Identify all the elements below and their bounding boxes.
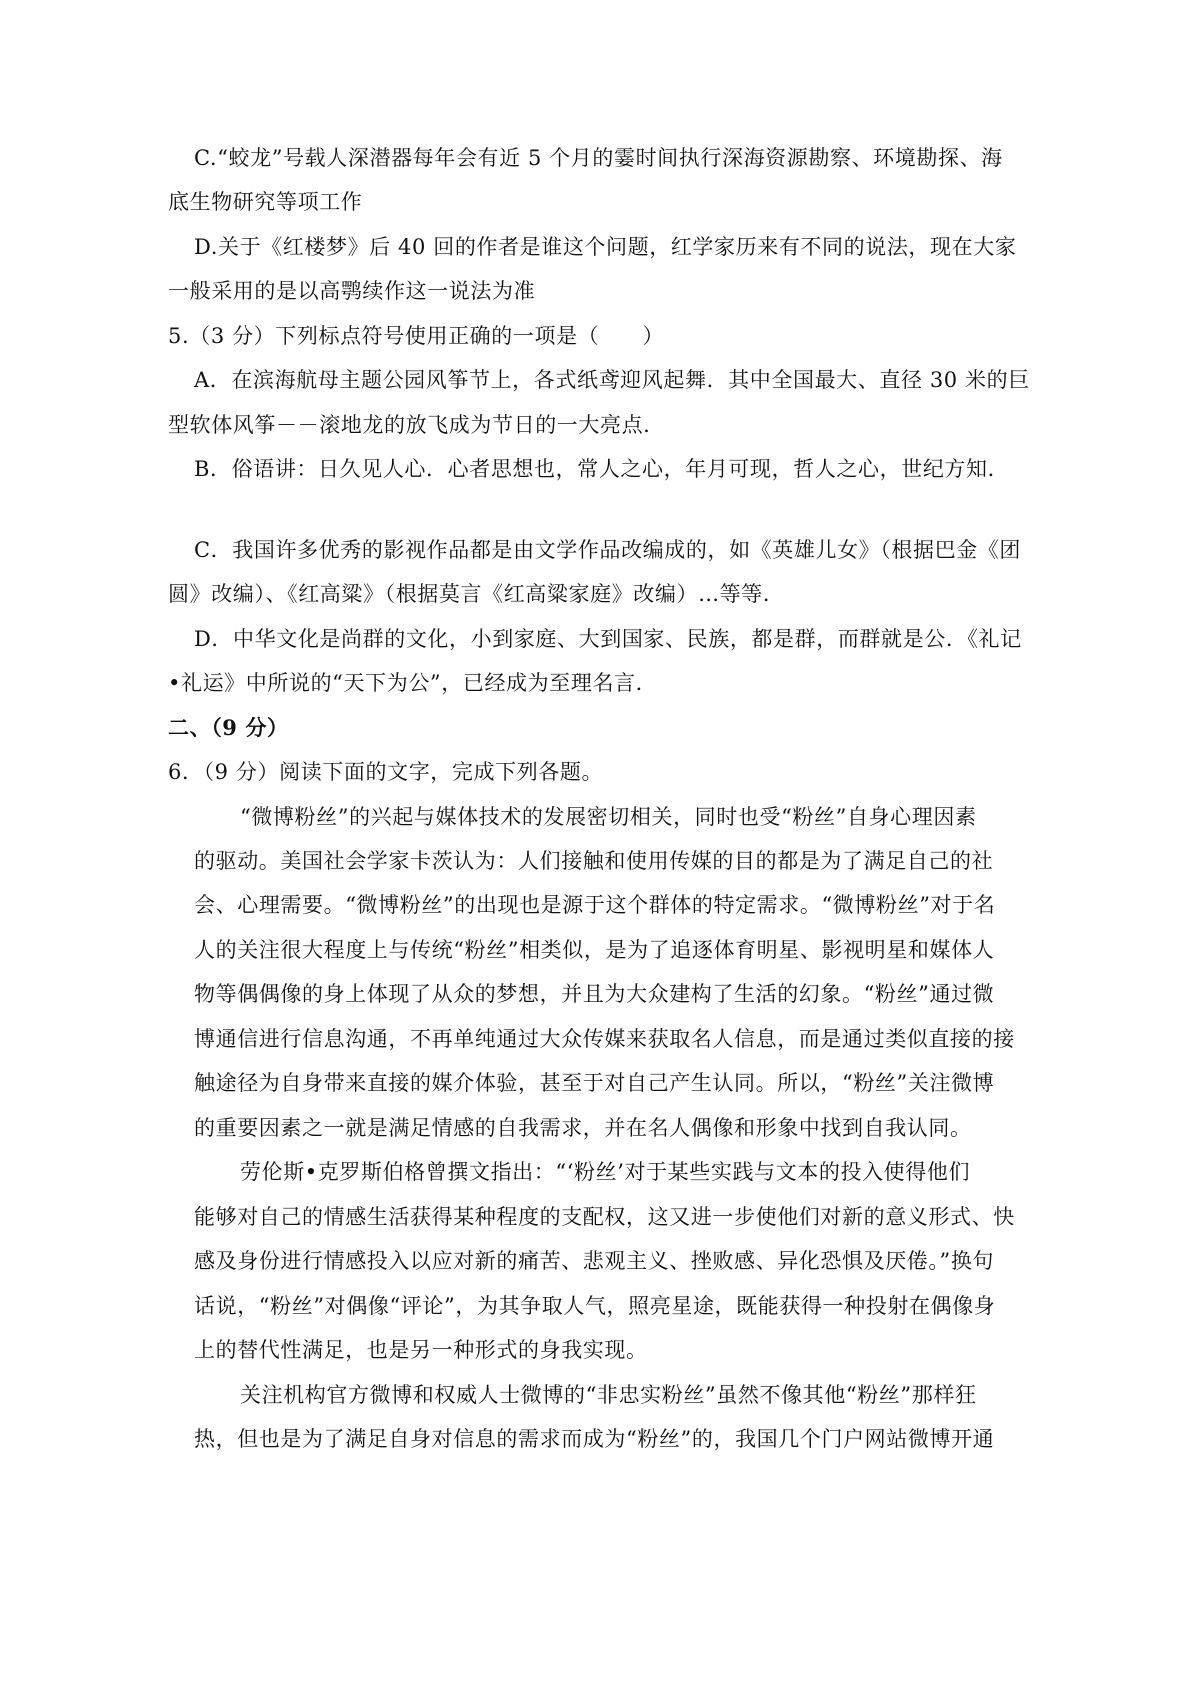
q6-p2-line: 感及身份进行情感投入以应对新的痛苦、悲观主义、挫败感、异化恐惧及厌倦。”换句 — [194, 1249, 995, 1273]
q6-p2-line: 话说，“粉丝”对偶像“评论”，为其争取人气，照亮星途，既能获得一种投射在偶像身 — [194, 1294, 996, 1318]
q6-p1-line: 的驱动。美国社会学家卡茨认为：人们接触和使用传媒的目的都是为了满足自己的社 — [194, 849, 994, 873]
q5-option-b-line1: B．俗语讲：日久见人心．心者思想也，常人之心，年月可现，哲人之心，世纪方知． — [194, 457, 1010, 481]
q6-p1-line: 物等偶偶像的身上体现了从众的梦想，并且为大众建构了生活的幻象。“粉丝”通过微 — [194, 982, 995, 1006]
q5-option-c-line2: 圆》改编）、《红高粱》（根据莫言《红高粱家庭》改编）…等等． — [168, 582, 785, 606]
q5-option-c-line1: C．我国许多优秀的影视作品都是由文学作品改编成的，如《英雄儿女》（根据巴金《团 — [194, 538, 1021, 562]
q5-option-a-line1: A．在滨海航母主题公园风筝节上，各式纸鸢迎风起舞．其中全国最大、直径 30 米的巨 — [194, 368, 1030, 392]
q6-p1-line: 人的关注很大程度上与传统“粉丝”相类似，是为了追逐体育明星、影视明星和媒体人 — [194, 938, 995, 962]
q6-p1-line: “微博粉丝”的兴起与媒体技术的发展密切相关，同时也受“粉丝”自身心理因素 — [240, 805, 977, 829]
q6-p2-line: 劳伦斯•克罗斯伯格曾撰文指出：“‘粉丝’对于某些实践与文本的投入使得他们 — [240, 1160, 971, 1184]
q5-option-d-line1: D．中华文化是尚群的文化，小到家庭、大到国家、民族，都是群，而群就是公．《礼记 — [194, 627, 1022, 651]
q6-p1-line: 的重要因素之一就是满足情感的自我需求，并在名人偶像和形象中找到自我认同。 — [194, 1116, 972, 1140]
q6-p3-line: 热，但也是为了满足自身对信息的需求而成为“粉丝”的，我国几个门户网站微博开通 — [194, 1427, 995, 1451]
q4-option-c-line1: C.“蛟龙”号载人深潜器每年会有近 5 个月的霎时间执行深海资源勘察、环境勘探、海 — [194, 146, 1003, 170]
q6-p1-line: 博通信进行信息沟通，不再单纯通过大众传媒来获取名人信息，而是通过类似直接的接 — [194, 1027, 1015, 1051]
q4-option-d-line2: 一般采用的是以高鹗续作这一说法为准 — [168, 279, 536, 303]
q6-p3-line: 关注机构官方微博和权威人士微博的“非忠实粉丝”虽然不像其他“粉丝”那样狂 — [240, 1383, 977, 1407]
q5-stem: 5.（3 分）下列标点符号使用正确的一项是（ ） — [168, 324, 665, 348]
q4-option-d-line1: D.关于《红楼梦》后 40 回的作者是谁这个问题，红学家历来有不同的说法，现在大家 — [194, 235, 1017, 259]
q6-p1-line: 会、心理需要。“微博粉丝”的出现也是源于这个群体的特定需求。“微博粉丝”对于名 — [194, 893, 996, 917]
q4-option-c-line2: 底生物研究等项工作 — [168, 190, 363, 214]
q6-p1-line: 触途径为自身带来直接的媒介体验，甚至于对自己产生认同。所以，“粉丝”关注微博 — [194, 1071, 995, 1095]
q6-p2-line: 上的替代性满足，也是另一种形式的身我实现。 — [194, 1338, 648, 1362]
q6-p2-line: 能够对自己的情感生活获得某种程度的支配权，这又进一步使他们对新的意义形式、快 — [194, 1205, 1015, 1229]
section-heading: 二、（9 分） — [168, 715, 289, 740]
q6-stem: 6．（9 分）阅读下面的文字，完成下列各题。 — [168, 760, 604, 784]
q5-option-a-line2: 型软体风筝－－滚地龙的放飞成为节日的一大亮点． — [168, 413, 665, 437]
q5-option-d-line2: •礼运》中所说的“天下为公”，已经成为至理名言． — [168, 671, 658, 695]
